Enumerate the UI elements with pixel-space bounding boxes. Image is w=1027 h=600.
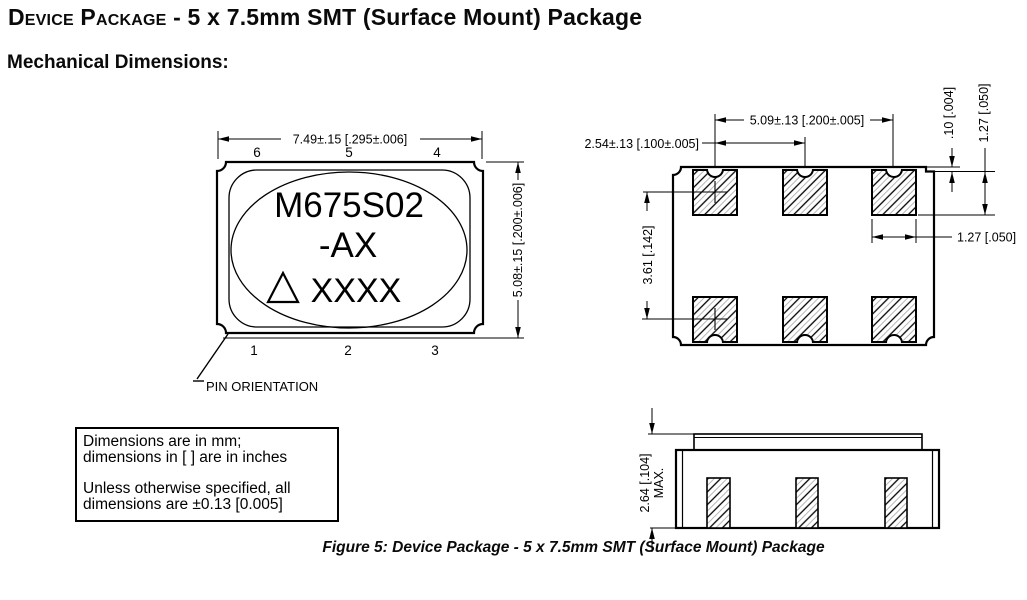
arrowhead (649, 423, 655, 434)
pin-orientation-label: PIN ORIENTATION (206, 379, 319, 394)
datecode-label: XXXX (310, 272, 402, 310)
pin-3-label: 3 (431, 343, 439, 358)
notes-line-4: dimensions are ±0.13 [0.005] (83, 496, 283, 513)
row-spacing-dimension-label: 3.61 [.142] (641, 225, 655, 285)
arrowhead (471, 136, 482, 142)
pitch-dimension-label: 2.54±.13 [.100±.005] (584, 137, 699, 151)
pin-4-label: 4 (433, 145, 441, 160)
max-height-dimension-label: 2.64 [.104] (638, 453, 652, 513)
lid-outline (694, 434, 922, 450)
notes-units (83, 434, 331, 466)
section-heading: Mechanical Dimensions: (7, 52, 229, 73)
arrowhead (515, 327, 521, 338)
pad-width-dimension-label: 1.27 [.050] (957, 230, 1017, 245)
notes-line-3: Unless otherwise specified, all (83, 480, 291, 497)
arrowhead (218, 136, 229, 142)
notes-line-2: dimensions in [ ] are in inches (83, 449, 288, 466)
pad (796, 478, 818, 528)
notes-tolerance (83, 481, 331, 513)
package-top-view (193, 131, 525, 394)
notes-line-1: Dimensions are in mm; (83, 433, 242, 450)
pad (885, 478, 907, 528)
notes-box (75, 427, 339, 522)
pin-6-label: 6 (253, 145, 261, 160)
width-dimension-label: 7.49±.15 [.295±.006] (292, 132, 408, 147)
figure-caption: Figure 5: Device Package - 5 x 7.5mm SMT (Surface Mount) Package (322, 539, 825, 556)
pin-5-label: 5 (345, 145, 353, 160)
arrowhead (515, 162, 521, 173)
pin-2-label: 2 (344, 343, 352, 358)
edge-offset-dimension-label: .10 [.004] (942, 86, 956, 140)
pin-orientation-leader (193, 334, 228, 381)
outer-span-dimension-label: 5.09±.13 [.200±.005] (749, 113, 865, 128)
part-number-label: M675S02 (274, 186, 424, 225)
arrowhead (649, 528, 655, 539)
page-title-smallcaps: Device Package (8, 4, 167, 30)
pin-1-label: 1 (250, 343, 258, 358)
part-suffix-label: -AX (318, 226, 378, 265)
land-pattern-view (584, 83, 1016, 345)
pad-height-dimension-label: 1.27 [.050] (977, 83, 991, 143)
height-dimension-label: 5.08±.15 [.200±.006] (511, 182, 525, 298)
page-title-rest: - 5 x 7.5mm SMT (Surface Mount) Package (166, 4, 643, 30)
max-qualifier-label: MAX. (652, 467, 666, 499)
side-view (638, 408, 939, 552)
pad (707, 478, 730, 528)
